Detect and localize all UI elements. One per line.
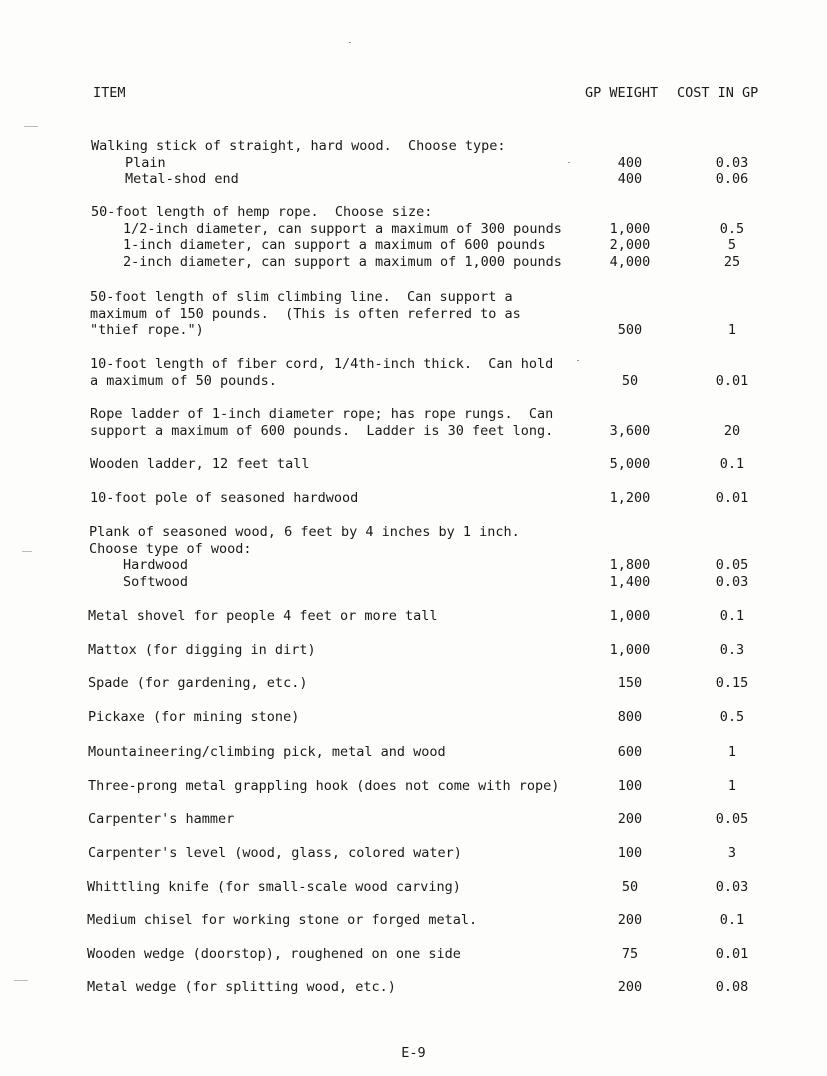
item-description: 10-foot length of fiber cord, 1/4th-inch thick. Can hold	[90, 356, 554, 372]
item-description: Medium chisel for working stone or forged metal.	[87, 912, 478, 928]
item-description: "thief rope.")	[90, 322, 204, 338]
item-cost: 0.03	[715, 573, 749, 590]
item-weight: 200	[617, 811, 643, 827]
item-cost: 0.01	[715, 946, 749, 962]
column-header-cost: COST IN GP	[677, 85, 759, 101]
item-cost: 0.03	[715, 879, 749, 895]
column-header-item: ITEM	[93, 85, 126, 101]
item-description: Plain	[125, 154, 166, 171]
item-description: maximum of 150 pounds. (This is often referred to as	[90, 305, 521, 322]
item-cost: 25	[723, 253, 741, 270]
item-description: Whittling knife (for small-scale wood carving)	[87, 879, 461, 895]
item-weight: 1,000	[609, 608, 651, 624]
item-weight: 400	[617, 171, 643, 187]
item-cost: 0.15	[715, 675, 749, 691]
item-weight: 800	[617, 709, 643, 725]
item-cost: 0.1	[719, 456, 745, 472]
item-cost: 3	[727, 845, 737, 861]
item-weight: 1,000	[609, 642, 651, 658]
item-weight: 3,600	[609, 422, 651, 439]
item-cost: 0.08	[715, 979, 749, 995]
item-weight: 5,000	[609, 456, 651, 472]
item-description: Pickaxe (for mining stone)	[88, 709, 300, 725]
item-weight: 100	[617, 845, 643, 861]
item-description: Metal shovel for people 4 feet or more tall	[88, 608, 438, 624]
item-weight: 150	[617, 675, 643, 691]
item-weight: 200	[617, 912, 643, 928]
item-weight: 200	[617, 979, 643, 995]
item-description: Carpenter's level (wood, glass, colored water)	[88, 845, 462, 861]
item-weight: 100	[617, 778, 643, 794]
item-weight: 1,400	[609, 573, 651, 590]
item-description: Walking stick of straight, hard wood. Choose type:	[91, 138, 506, 154]
item-cost: 0.5	[719, 709, 745, 725]
item-weight: 2,000	[609, 237, 651, 253]
item-description: support a maximum of 600 pounds. Ladder is 30 feet long.	[90, 422, 554, 439]
item-description: 1-inch diameter, can support a maximum of 600 pounds	[123, 237, 546, 253]
item-cost: 0.03	[715, 154, 749, 171]
item-cost: 0.5	[719, 220, 745, 237]
item-description: Hardwood	[123, 557, 189, 573]
item-weight: 75	[621, 946, 639, 962]
item-weight: 50	[621, 879, 639, 895]
item-description: 2-inch diameter, can support a maximum of 1,000 pounds	[123, 253, 562, 270]
item-description: Carpenter's hammer	[88, 811, 235, 827]
item-description: 1/2-inch diameter, can support a maximum of 300 pounds	[123, 220, 562, 237]
item-description: Rope ladder of 1-inch diameter rope; has rope rungs. Can	[90, 406, 554, 422]
item-cost: 0.06	[715, 171, 749, 187]
item-description: Mountaineering/climbing pick, metal and wood	[88, 744, 446, 760]
item-cost: 0.1	[719, 608, 745, 624]
item-cost: 1	[727, 778, 737, 794]
item-description: a maximum of 50 pounds.	[90, 372, 277, 389]
item-description: 50-foot length of slim climbing line. Can support a	[90, 289, 513, 305]
item-weight: 4,000	[609, 253, 651, 270]
item-cost: 0.05	[715, 811, 749, 827]
item-cost: 0.1	[719, 912, 745, 928]
item-description: Choose type of wood:	[89, 540, 252, 557]
item-description: 50-foot length of hemp rope. Choose size:	[91, 204, 433, 220]
item-cost: 0.01	[715, 372, 749, 389]
item-description: Wooden wedge (doorstop), roughened on one side	[87, 946, 461, 962]
item-description: Softwood	[123, 573, 189, 590]
item-weight: 400	[617, 154, 643, 171]
item-description: Wooden ladder, 12 feet tall	[90, 456, 310, 472]
item-cost: 1	[727, 322, 737, 338]
item-description: Plank of seasoned wood, 6 feet by 4 inches by 1 inch.	[89, 524, 520, 540]
item-description: Spade (for gardening, etc.)	[88, 675, 308, 691]
item-description: 10-foot pole of seasoned hardwood	[90, 490, 359, 506]
item-cost: 20	[723, 422, 741, 439]
item-description: Mattox (for digging in dirt)	[88, 642, 316, 658]
column-header-weight: GP WEIGHT	[585, 85, 659, 101]
item-weight: 500	[617, 322, 643, 338]
page-number: E-9	[401, 1045, 426, 1061]
item-weight: 600	[617, 744, 643, 760]
item-cost: 5	[727, 237, 737, 253]
item-cost: 0.05	[715, 557, 749, 573]
item-cost: 0.01	[715, 490, 749, 506]
item-description: Three-prong metal grappling hook (does not come with rope)	[88, 778, 560, 794]
item-description: Metal wedge (for splitting wood, etc.)	[87, 979, 396, 995]
item-weight: 50	[621, 372, 639, 389]
item-weight: 1,800	[609, 557, 651, 573]
item-description: Metal-shod end	[125, 171, 239, 187]
item-cost: 0.3	[719, 642, 745, 658]
item-weight: 1,000	[609, 220, 651, 237]
item-cost: 1	[727, 744, 737, 760]
item-weight: 1,200	[609, 490, 651, 506]
